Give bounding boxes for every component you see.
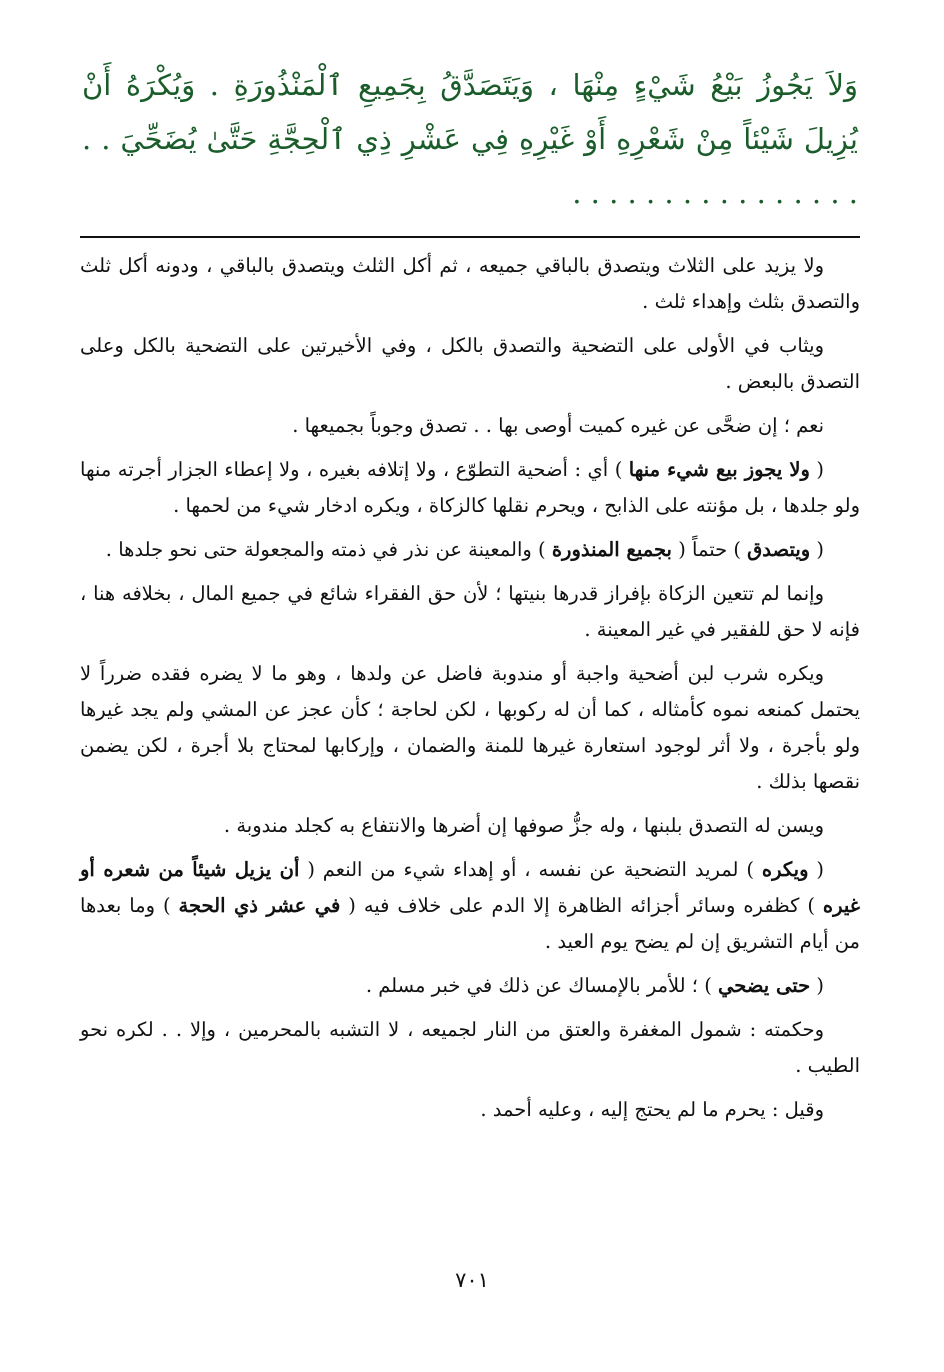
matn-quote: أن يزيل شيئاً من شعره أو غيره — [80, 858, 860, 917]
commentary-paragraph: ويسن له التصدق بلبنها ، وله جزُّ صوفها إن أضرها والانتفاع به كجلد مندوبة . — [223, 814, 824, 837]
bracket-text: ( — [808, 858, 824, 881]
commentary-paragraph — [80, 852, 860, 960]
commentary-paragraph: ويثاب في الأولى على التضحية والتصدق بالكل ، وفي الأخيرتين على التضحية بالكل وعلى التصدق بالبعض . — [80, 334, 860, 393]
matn-quote: بجميع المنذورة — [551, 538, 672, 561]
explanation-text: ) كظفره وسائر أجزائه الظاهرة إلا الدم على خلاف فيه ( — [340, 894, 823, 917]
explanation-text: ) وما بعدها من أيام التشريق إن لم يضح يوم العيد . — [80, 894, 860, 953]
commentary-paragraph: ولا يزيد على الثلاث ويتصدق بالباقي جميعه ، ثم أكل الثلث ويتصدق بالباقي ، ودونه أكل ثلث والتصدق بثلث وإهداء ثلث . — [80, 254, 860, 313]
commentary-paragraph — [80, 452, 860, 524]
matn-quote: حتى يضحي — [718, 974, 811, 997]
explanation-text: ) أي : أضحية التطوّع ، ولا إتلافه بغيره ، ولا إعطاء الجزار أجرته منها ولو جلدها ، بل مؤنته على الذابح ، ويحرم نقلها كالزكاة ، ويكره ادخار شيء من لحمها . — [80, 458, 860, 517]
bracket-text: ( — [809, 458, 824, 481]
commentary-paragraph — [80, 532, 860, 568]
commentary-paragraph: وإنما لم تتعين الزكاة بإفراز قدرها بنيتها ؛ لأن حق الفقراء شائع في جميع المال ، بخلافه هنا ، فإنه لا حق للفقير في غير المعينة . — [80, 582, 860, 641]
matn-quote: ولا يجوز بيع شيء منها — [628, 458, 810, 481]
commentary-paragraph — [80, 968, 860, 1004]
matn-quote: في عشر ذي الحجة — [178, 894, 341, 917]
bracket-text: ( — [810, 974, 824, 997]
matn-quote: ويتصدق — [747, 538, 811, 561]
matn-quote: ويكره — [761, 858, 809, 881]
explanation-text: ) ؛ للأمر بالإمساك عن ذلك في خبر مسلم . — [365, 974, 719, 997]
book-page — [80, 58, 860, 1136]
explanation-text: ) والمعينة عن نذر في ذمته والمجعولة حتى نحو جلدها . — [105, 538, 552, 561]
commentary-paragraph: وحكمته : شمول المغفرة والعتق من النار لجميعه ، لا التشبه بالمحرمين ، وإلا . . لكره نحو الطيب . — [80, 1018, 860, 1077]
commentary-body — [80, 248, 860, 1128]
commentary-paragraph: وقيل : يحرم ما لم يحتج إليه ، وعليه أحمد . — [480, 1098, 824, 1121]
explanation-text: ) لمريد التضحية عن نفسه ، أو إهداء شيء من النعم ( — [299, 858, 762, 881]
commentary-paragraph: ويكره شرب لبن أضحية واجبة أو مندوبة فاضل عن ولدها ، وهو ما لا يضره فقده ضرراً لا يحتمل كمنعه نموه كأمثاله ، كما أن له ركوبها ، لكن لحاجة ؛ كأن عجز عن المشي ولم يجد غيرها ولو بأجرة ، ولا أثر لوجود استعارة غيرها للمنة والضمان ، وإركابها لمحتاج بلا أجرة ، لكن يضمن نقصها بذلك . — [80, 662, 860, 793]
explanation-text: ) حتماً ( — [672, 538, 748, 561]
page-number: ٧٠١ — [455, 1268, 489, 1292]
bracket-text: ( — [810, 538, 824, 561]
footnote-divider — [80, 236, 860, 238]
commentary-paragraph: نعم ؛ إن ضحَّى عن غيره كميت أوصى بها . . تصدق وجوباً بجميعها . — [292, 414, 824, 437]
matn-text: وَلاَ يَجُوزُ بَيْعُ شَيْءٍ مِنْهَا ، وَيَتَصَدَّقُ بِجَمِيعِ ٱلْمَنْذُورَةِ . وَيُكْرَهُ أَنْ يُزِيلَ شَيْئاً مِنْ شَعْرِهِ أَوْ غَيْرِهِ فِي عَشْرِ ذِي ٱلْحِجَّةِ حَتَّىٰ يُضَحِّيَ . . . . . . . . . . . . . . . . . . — [82, 68, 858, 210]
